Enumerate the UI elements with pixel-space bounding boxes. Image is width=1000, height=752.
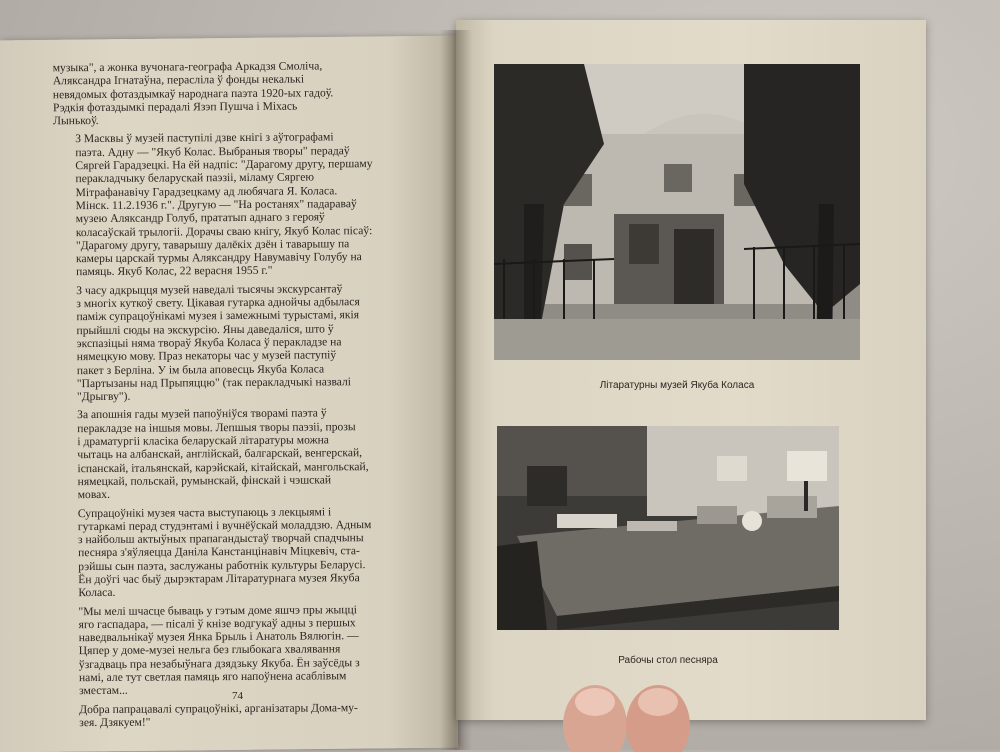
text-line: перакладчыку беларускай паэзіі, міламу Сяргею (75, 170, 315, 186)
text-line: За апошнія гады музей папоўніўся творамі паэта ў (77, 406, 327, 422)
text-line: прыйшлі сюды на экскурсію. Яны даведаліся, што ў (76, 321, 334, 337)
text-line: пакет з Берліна. У ім была аповесць Якуба Коласа (76, 361, 325, 377)
holding-thumbs (555, 680, 695, 752)
text-line: Супрацоўнікі музея часта выступаюць з лекцыямі і (77, 504, 332, 520)
writing-desk-caption: Рабочы стол песняра (618, 655, 718, 666)
text-paragraph (53, 130, 422, 279)
text-line: паміж супрацоўнікамі музея і замежнымі турыстамі, якія (76, 308, 360, 324)
text-line: іспанскай, італьянскай, карэйскай, кітайскай, мангольскай, (77, 459, 369, 475)
text-line: "Партызаны над Прыпяццю" (так перакладчыкі назвалі (76, 375, 352, 390)
text-line: яго гаспадара, — пісалі ў кнізе водгукаў адны з першых (78, 616, 356, 632)
museum-building-caption: Літаратурны музей Якуба Коласа (599, 380, 755, 391)
text-line: гутаркамі перад студэнтамі і вучнёўскай моладдзю. Адным (77, 517, 372, 533)
page-number: 74 (232, 690, 243, 702)
book-gutter (440, 30, 472, 750)
text-line: нямецкай, польскай, румынскай, фінскай і чэшскай (77, 473, 332, 489)
text-line: нямецкую мову. Праз некаторы час у музей паступіў (76, 348, 337, 364)
writing-desk-photo (497, 426, 839, 630)
text-line: коласаўскай трылогіі. Дорачы сваю кнігу, Якуб Колас пісаў: (75, 223, 373, 239)
text-paragraph (55, 406, 424, 502)
text-line: песняра з'яўляецца Даніла Канстанцінавіч Міцкевіч, ста- (78, 544, 360, 560)
text-line: мовах. (77, 488, 111, 502)
museum-building-photo (494, 64, 860, 360)
text-line: музыка", а жонка вучонага-географа Аркадзя Смоліча, (52, 59, 323, 75)
text-line: Цяпер у доме-музеі нельга без глыбокага хвалявання (78, 642, 341, 658)
text-line: "Мы мелі шчасце бываць у гэтым доме яшчэ пры жыцці (78, 602, 357, 618)
text-line: намі, але тут светлая памяць яго напоўнена асаблівым (78, 669, 347, 685)
text-line: Аляксандра Ігнатаўна, перасліла ў фонды некалькі (52, 72, 305, 88)
text-paragraph (54, 281, 423, 403)
text-line: экспазіцыі няма твораў Якуба Коласа ў перакладзе на (76, 335, 342, 351)
text-line: памяць. Якуб Колас, 22 верасня 1955 г." (76, 264, 273, 279)
text-line: Мінск. 11.2.1936 г.". Другую — "На ростанях" падараваў (75, 197, 357, 213)
text-line: Мітрафанавічу Гарадзецкаму ад любячага Я. Коласа. (75, 183, 338, 199)
text-line: зея. Дзякуем!" (79, 715, 151, 730)
text-line: перакладзе на іншыя мовы. Лепшыя творы паэзіі, прозы (77, 419, 356, 435)
text-line: ўзгадваць пра незабыўнага дзядзьку Якуба. Ён заўсёды з (78, 655, 360, 671)
left-page-text (53, 59, 426, 735)
text-line: Лынькоў. (53, 114, 99, 128)
text-line: Добра папрацавалі супрацоўнікі, арганізатары Дома-му- (79, 700, 358, 716)
text-paragraph (56, 602, 425, 698)
text-line: камеры царскай турмы Аляксандру Навумавічу Голубу на (75, 250, 362, 266)
text-line: рэйшы сын паэта, заслужаны работнік культуры Беларусі. (78, 557, 366, 573)
text-line: музею Аляксандр Голуб, прататып аднаго з герояў (75, 210, 325, 226)
text-paragraph (57, 700, 425, 729)
text-line: чытаць на албанскай, англійскай, балгарскай, венгерскай, (77, 446, 363, 462)
text-line: паэта. Адну — "Якуб Колас. Выбраныя творы" перадаў (75, 144, 350, 159)
text-line: "Дрыгву"). (76, 389, 131, 404)
text-line: Коласа. (78, 586, 116, 600)
text-line: зместам... (79, 684, 128, 698)
text-line: Ён доўгі час быў дырэктарам Літаратурнага музея Якуба (78, 571, 360, 587)
text-line: з многіх куткоў свету. Цікавая гутарка аднойчы адбылася (76, 295, 360, 311)
text-line: з найбольш актыўных прапагандыстаў творчай спадчыны (77, 531, 364, 547)
text-paragraph (56, 504, 425, 600)
text-line: наведвальнікаў музея Янка Брыль і Анатоль Вялюгін. — (78, 629, 359, 645)
text-line: і драматургіі класіка беларускай літаратуры можна (77, 433, 329, 449)
text-line: невядомых фотаздымкаў народнага паэта 1920-ых гадоў. (52, 85, 334, 101)
text-paragraph (53, 59, 421, 128)
text-line: "Дарагому другу, таварышу далёкіх дзён і таварышу па (75, 237, 350, 252)
text-line: З Масквы ў музей паступілі дзве кнігі з аўтографамі (75, 130, 334, 146)
text-line: Сяргей Гарадзецкі. На ёй надпіс: "Дарагому другу, першаму (75, 157, 373, 173)
text-line: З часу адкрыцця музей наведалі тысячы экскурсантаў (76, 282, 343, 297)
text-line: Рэдкія фотаздымкі перадалі Язэп Пушча і Міхась (52, 99, 298, 115)
